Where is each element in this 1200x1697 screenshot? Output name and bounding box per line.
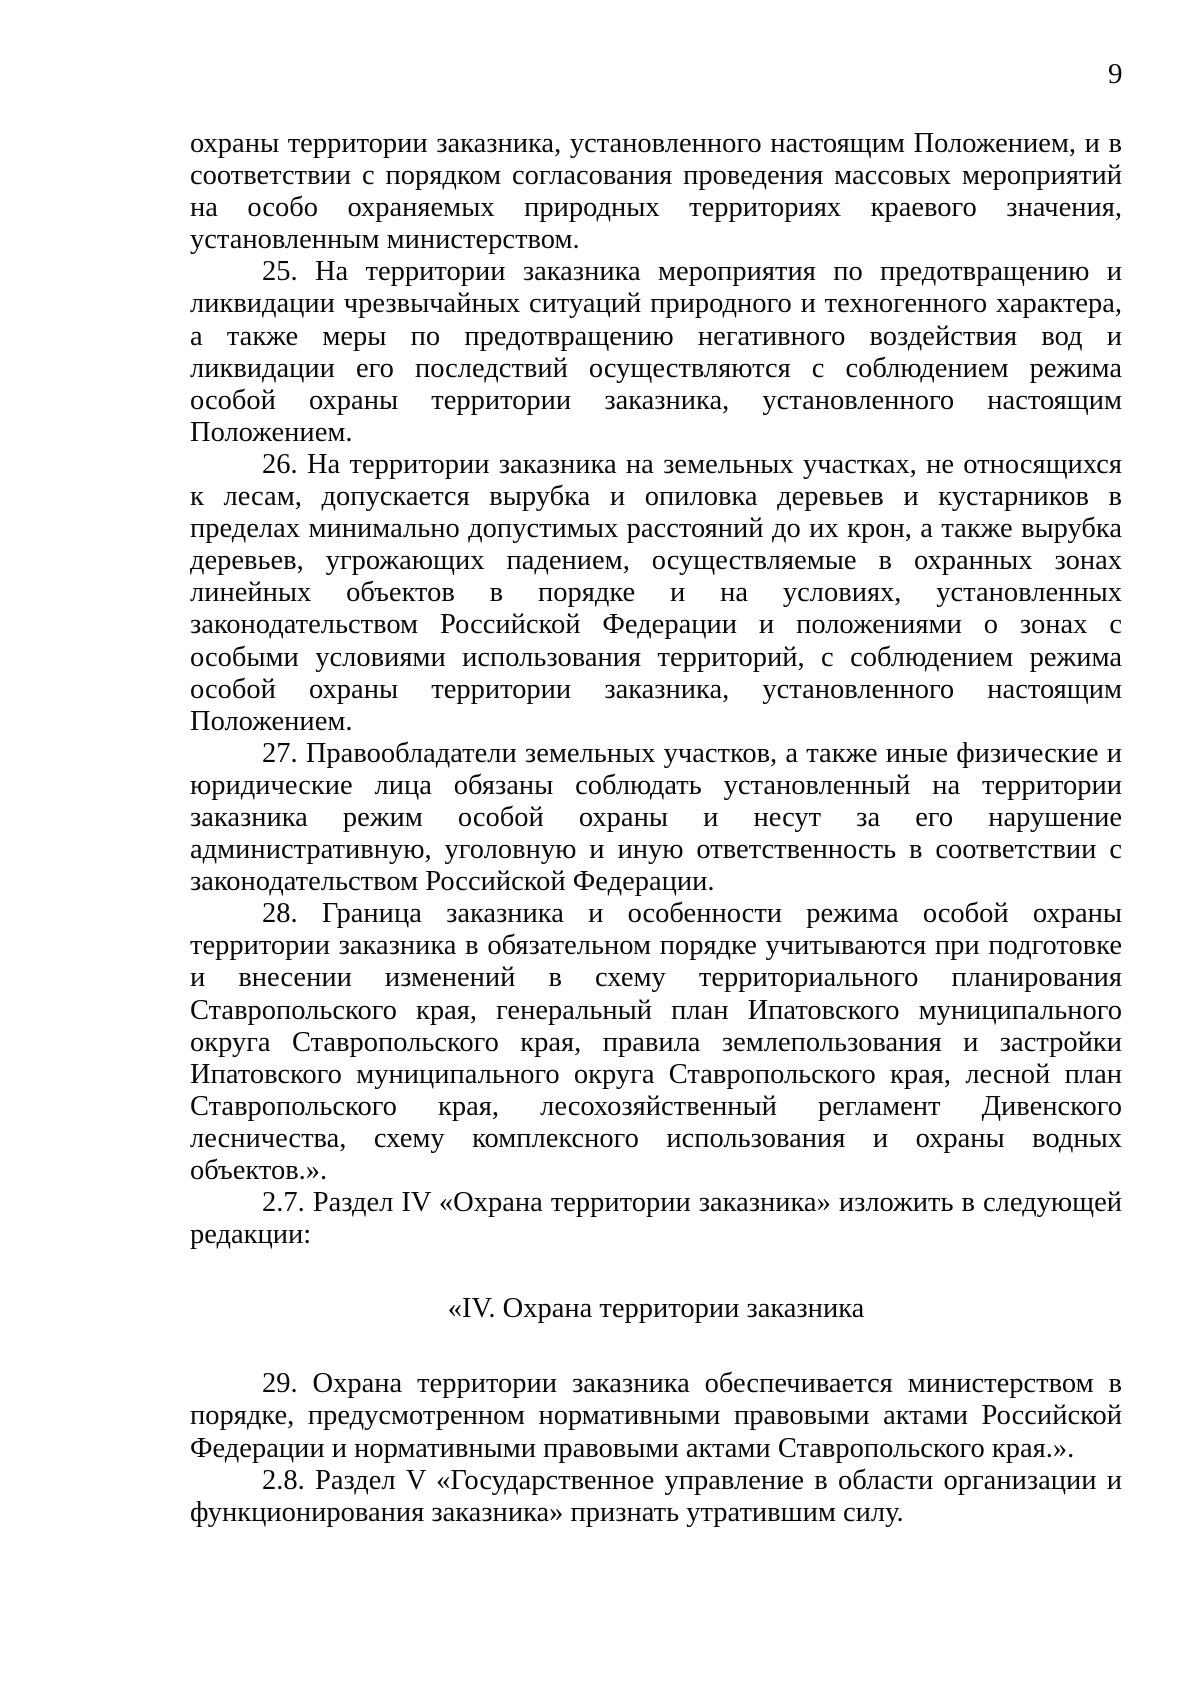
paragraph-29: 29. Охрана территории заказника обеспечивается министерством в порядке, предусмотренном нормативными правовыми актами Российской Федерации и нормативными правовыми актами Ставропольского края.». (190, 1368, 1122, 1464)
paragraph-27: 27. Правообладатели земельных участков, а также иные физические и юридические лица обязаны соблюдать установленный на территории заказника режим особой охраны и несут за его нарушение административную, уголовную и иную ответственность в соответствии с законодательством Российской Федерации. (190, 737, 1122, 898)
page-number: 9 (1108, 58, 1123, 90)
paragraph-2-8: 2.8. Раздел V «Государственное управление в области организации и функционирования заказника» признать утратившим силу. (190, 1464, 1122, 1528)
section-heading: «IV. Охрана территории заказника (447, 1293, 865, 1325)
paragraph-continuation: охраны территории заказника, установленного настоящим Положением, и в соответствии с порядком согласования проведения массовых мероприятий на особо охраняемых природных территориях краевого значения, установленным министерством. (190, 128, 1122, 256)
document-body (190, 128, 1122, 1529)
paragraph-25: 25. На территории заказника мероприятия по предотвращению и ликвидации чрезвычайных ситуаций природного и техногенного характера, а также меры по предотвращению негативного воздействия вод и ликвидации его последствий осуществляются с соблюдением режима особой охраны территории заказника, установленного настоящим Положением. (190, 256, 1122, 448)
paragraph-26: 26. На территории заказника на земельных участках, не относящихся к лесам, допускается вырубка и опиловка деревьев и кустарников в пределах минимально допустимых расстояний до их крон, а также вырубка деревьев, угрожающих падением, осуществляемые в охранных зонах линейных объектов в порядке и на условиях, установленных законодательством Российской Федерации и положениями о зонах с особыми условиями использования территорий, с соблюдением режима особой охраны территории заказника, установленного настоящим Положением. (190, 448, 1122, 737)
paragraph-2-7: 2.7. Раздел IV «Охрана территории заказника» изложить в следующей редакции: (190, 1187, 1122, 1251)
paragraph-28: 28. Граница заказника и особенности режима особой охраны территории заказника в обязательном порядке учитываются при подготовке и внесении изменений в схему территориального планирования Ставропольского края, генеральный план Ипатовского муниципального округа Ставропольского края, правила землепользования и застройки Ипатовского муниципального округа Ставропольского края, лесной план Ставропольского края, лесохозяйственный регламент Дивенского лесничества, схему комплексного использования и охраны водных объектов.». (190, 898, 1122, 1186)
